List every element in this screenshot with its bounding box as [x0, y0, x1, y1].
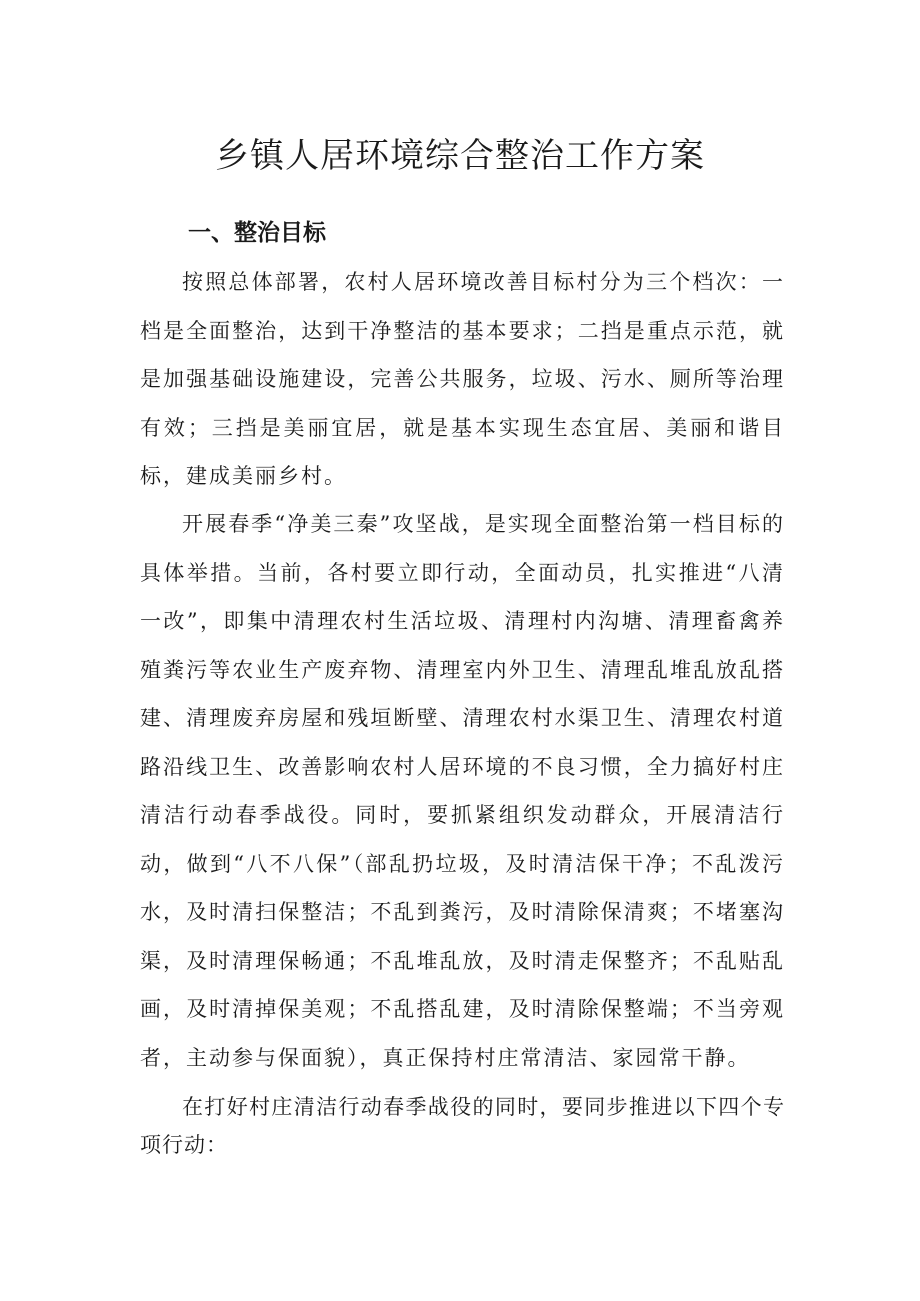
section-heading: 一、整治目标	[188, 220, 326, 246]
paragraph-goals: 按照总体部署，农村人居环境改善目标村分为三个档次：一档是全面整治，达到干净整洁的基本要求；二挡是重点示范，就是加强基础设施建设，完善公共服务，垃圾、污水、厕所等治理有效；三挡是美丽宜居，就是基本实现生态宜居、美丽和谐目标，建成美丽乡村。	[140, 270, 785, 488]
paragraph-spring-campaign: 开展春季“净美三秦”攻坚战，是实现全面整治第一档目标的具体举措。当前，各村要立即行动，全面动员，扎实推进“八清一改”，即集中清理农村生活垃圾、清理村内沟塘、清理畜禽养殖粪污等农业生产废弃物、清理室内外卫生、清理乱堆乱放乱搭建、清理废弃房屋和残垣断壁、清理农村水渠卫生、清理农村道路沿线卫生、改善影响农村人居环境的不良习惯，全力搞好村庄清洁行动春季战役。同时，要抓紧组织发动群众，开展清洁行动，做到“八不八保”（部乱扔垃圾，及时清洁保干净；不乱泼污水，及时清扫保整洁；不乱到粪污，及时清除保清爽；不堵塞沟渠，及时清理保畅通；不乱堆乱放，及时清走保整齐；不乱贴乱画，及时清掉保美观；不乱搭乱建，及时清除保整端；不当旁观者，主动参与保面貌），真正保持村庄常清洁、家园常干静。	[140, 512, 785, 1070]
paragraph-special-actions: 在打好村庄清洁行动春季战役的同时，要同步推进以下四个专项行动：	[140, 1095, 785, 1157]
document-title: 乡镇人居环境综合整治工作方案	[215, 136, 705, 176]
